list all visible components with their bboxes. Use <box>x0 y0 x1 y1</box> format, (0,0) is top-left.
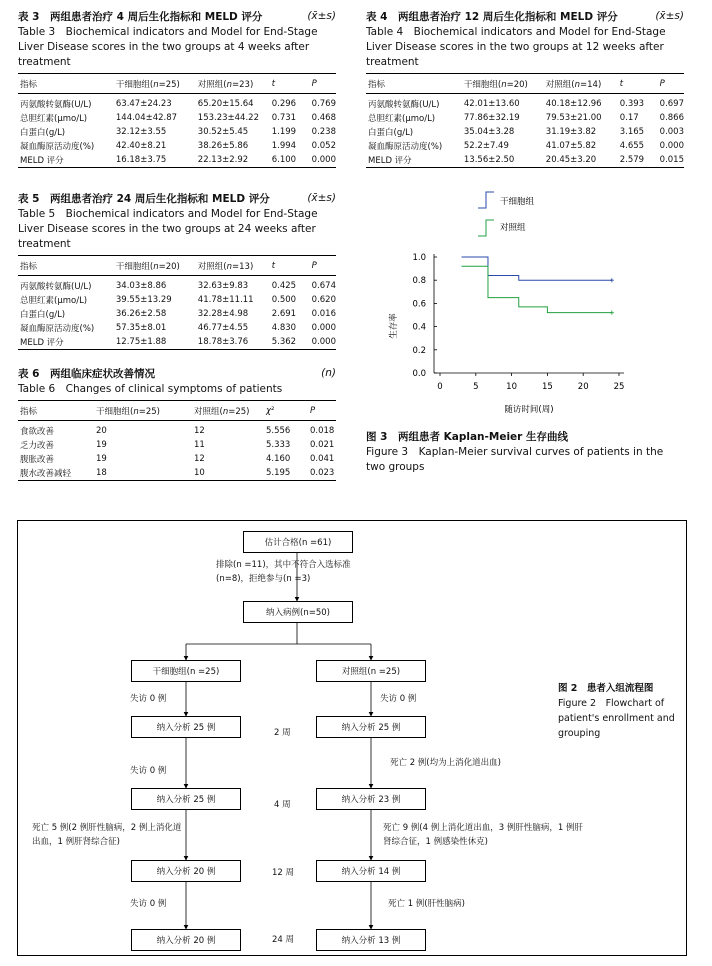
table-cell: 42.01±13.60 <box>463 99 520 109</box>
table-cell: 0.000 <box>310 153 336 168</box>
box-control-analysis-12w: 纳入分析 14 例 <box>316 860 426 882</box>
table-cell: MELD 评分 <box>366 153 462 168</box>
table-row <box>366 111 684 125</box>
flowchart-frame <box>17 520 687 956</box>
figure-3-caption-en: Figure 3 Kaplan-Meier survival curves of patients in the two groups <box>366 446 664 473</box>
table-row <box>18 421 336 439</box>
table-cell: 34.03±8.86 <box>115 281 167 291</box>
x-tick-label: 15 <box>541 382 553 392</box>
table-cell: 0.016 <box>311 309 336 319</box>
table-cell: 5.195 <box>264 466 308 481</box>
table-row <box>18 111 336 125</box>
table-cell: 0.425 <box>271 281 297 291</box>
table-cell: 白蛋白(g/L) <box>20 310 66 320</box>
table-cell: 0.052 <box>311 141 336 151</box>
text-stem-death-12w: 死亡 5 例(2 例肝性脑病，2 例上消化道出血，1 例肝肾综合征) <box>32 823 182 847</box>
table-4-title-en: Table 4 Biochemical indicators and Model for End-Stage Liver Disease scores in the two groups at 12 weeks after treatment <box>366 26 666 68</box>
table-row <box>18 94 336 112</box>
table-row <box>18 452 336 466</box>
table-cell: 白蛋白(g/L) <box>368 128 414 138</box>
table-cell: 食欲改善 <box>20 427 55 437</box>
table-cell: 凝血酶原活动度(%) <box>20 142 95 152</box>
text-control-death-4w: 死亡 2 例(均为上消化道出血) <box>390 758 501 768</box>
table-cell: 丙氨酸转氨酶(U/L) <box>368 100 440 110</box>
table-4-title-cn: 表 4 两组患者治疗 12 周后生化指标和 MELD 评分 <box>366 11 618 23</box>
table-cell: 20 <box>96 426 107 436</box>
text-stem-loss-2w: 失访 0 例 <box>130 694 167 704</box>
table-cell: 16.18±3.75 <box>114 153 196 168</box>
table-cell: 5.362 <box>270 335 310 350</box>
table-row <box>18 293 336 307</box>
y-tick-label: 0.2 <box>412 345 426 356</box>
table-cell: 57.35±8.01 <box>115 323 167 333</box>
table-row <box>18 438 336 452</box>
table-6-symbol: (n) <box>321 367 336 379</box>
figure-3-caption-cn: 图 3 两组患者 Kaplan-Meier 生存曲线 <box>366 431 568 443</box>
table-cell: 12.75±1.88 <box>114 335 196 350</box>
table-cell: 0.296 <box>271 99 297 109</box>
box-control-analysis-2w: 纳入分析 25 例 <box>316 716 426 738</box>
y-tick-label: 0.4 <box>412 322 426 333</box>
table-3-grid <box>18 73 336 168</box>
column-header: P <box>310 256 336 276</box>
y-tick-label: 0.0 <box>412 369 426 379</box>
table-cell: 0.731 <box>271 113 297 123</box>
figure-2-caption <box>558 681 678 741</box>
table-cell: 0.17 <box>619 113 639 123</box>
table-cell: 20.45±3.20 <box>544 153 618 168</box>
table-cell: 6.100 <box>270 153 310 168</box>
table-row <box>18 321 336 335</box>
table-row <box>18 307 336 321</box>
table-cell: 32.12±3.55 <box>115 127 167 137</box>
box-enrolled: 纳入病例(n=50) <box>243 601 353 623</box>
figure-2-caption-cn: 图 2 患者入组流程图 <box>558 683 654 694</box>
x-tick-label: 0 <box>437 382 443 392</box>
table-5-title-cn: 表 5 两组患者治疗 24 周后生化指标和 MELD 评分 <box>18 193 270 205</box>
table-cell: 0.023 <box>308 466 336 481</box>
table-cell: 丙氨酸转氨酶(U/L) <box>20 282 92 292</box>
table-cell: 22.13±2.92 <box>196 153 270 168</box>
column-header: 干细胞组(n=20) <box>462 74 544 94</box>
table-cell: 35.04±3.28 <box>463 127 515 137</box>
table-3 <box>18 10 336 168</box>
table-cell: 12 <box>194 426 205 436</box>
column-header: t <box>270 256 310 276</box>
table-cell: 31.19±3.82 <box>545 127 597 137</box>
text-control-loss-2w: 失访 0 例 <box>380 694 417 704</box>
table-cell: 12 <box>194 454 205 464</box>
table-cell: 0.620 <box>311 295 336 305</box>
censor-mark <box>610 278 614 282</box>
table-cell: 0.866 <box>659 113 684 123</box>
box-stem-analysis-24w: 纳入分析 20 例 <box>131 929 241 951</box>
column-header: 指标 <box>18 401 94 421</box>
table-cell: 5.333 <box>266 440 291 450</box>
table-cell: 144.04±42.87 <box>115 113 178 123</box>
table-3-title-cn: 表 3 两组患者治疗 4 周后生化指标和 MELD 评分 <box>18 11 263 23</box>
x-tick-label: 5 <box>473 382 479 392</box>
table-cell: 0.238 <box>311 127 336 137</box>
column-header: 干细胞组(n=25) <box>94 401 192 421</box>
box-stem-analysis-12w: 纳入分析 20 例 <box>131 860 241 882</box>
box-stem-analysis-4w: 纳入分析 25 例 <box>131 788 241 810</box>
table-cell: 11 <box>194 440 205 450</box>
figure-3-caption <box>366 430 684 475</box>
y-tick-label: 1.0 <box>412 253 426 263</box>
table-cell: 19 <box>96 440 107 450</box>
legend <box>478 192 535 236</box>
censor-mark <box>610 311 614 315</box>
table-5-grid <box>18 255 336 350</box>
column-header: P <box>310 74 336 94</box>
table-cell: 77.86±32.19 <box>463 113 520 123</box>
x-tick-label: 25 <box>613 382 625 392</box>
table-cell: 19 <box>96 454 107 464</box>
table-cell: 18.78±3.76 <box>196 335 270 350</box>
table-row <box>18 139 336 153</box>
table-cell: 0.000 <box>310 335 336 350</box>
label-week-24: 24 周 <box>272 935 295 945</box>
legend-swatch-control <box>478 220 494 236</box>
table-cell: 腹胀改善 <box>20 455 55 465</box>
table-cell: 0.000 <box>659 141 684 151</box>
table-row <box>366 125 684 139</box>
table-cell: 10 <box>192 466 264 481</box>
column-header: 指标 <box>366 74 462 94</box>
table-cell: 总胆红素(μmo/L) <box>368 114 436 124</box>
table-cell: 0.674 <box>311 281 336 291</box>
table-cell: 36.26±2.58 <box>115 309 167 319</box>
table-3-title-en: Table 3 Biochemical indicators and Model for End-Stage Liver Disease scores in the two groups at 4 weeks after treatment <box>18 26 318 68</box>
x-axis-label: 随访时间(周) <box>504 405 554 415</box>
box-control-analysis-4w: 纳入分析 23 例 <box>316 788 426 810</box>
table-cell: MELD 评分 <box>18 153 114 168</box>
x-tick-label: 10 <box>506 382 518 392</box>
table-4-symbol: (x̄±s) <box>655 10 684 22</box>
column-header: 指标 <box>18 256 114 276</box>
box-estimated: 估计合格(n =61) <box>243 531 353 553</box>
table-cell: 腹水改善减轻 <box>18 466 94 481</box>
table-cell: 乏力改善 <box>20 441 55 451</box>
table-row <box>18 276 336 294</box>
column-header: 干细胞组(n=25) <box>114 74 196 94</box>
table-cell: 65.20±15.64 <box>197 99 254 109</box>
table-cell: 40.18±12.96 <box>545 99 602 109</box>
box-control-analysis-24w: 纳入分析 13 例 <box>316 929 426 951</box>
y-tick-label: 0.6 <box>412 299 426 310</box>
table-cell: 0.769 <box>311 99 336 109</box>
table-cell: 0.393 <box>619 99 645 109</box>
column-header: 对照组(n=25) <box>192 401 264 421</box>
table-4 <box>366 10 684 168</box>
table-cell: 0.018 <box>310 426 335 436</box>
table-cell: 32.28±4.98 <box>197 309 249 319</box>
column-header: 对照组(n=13) <box>196 256 270 276</box>
table-3-symbol: (x̄±s) <box>307 10 336 22</box>
column-header: t <box>618 74 658 94</box>
table-row <box>18 466 336 481</box>
table-row <box>18 125 336 139</box>
table-cell: 0.041 <box>310 454 335 464</box>
table-cell: 总胆红素(μmo/L) <box>20 114 88 124</box>
text-control-death-24w: 死亡 1 例(肝性脑病) <box>388 899 465 909</box>
table-6-title-cn: 表 6 两组临床症状改善情况 <box>18 368 155 380</box>
table-cell: 白蛋白(g/L) <box>20 128 66 138</box>
table-cell: 0.697 <box>659 99 684 109</box>
table-cell: 2.691 <box>271 309 297 319</box>
table-cell: 32.63±9.83 <box>197 281 249 291</box>
y-tick-label: 0.8 <box>412 276 426 287</box>
table-row <box>366 139 684 153</box>
table-cell: 42.40±8.21 <box>115 141 167 151</box>
table-cell: 63.47±24.23 <box>115 99 172 109</box>
x-tick-label: 20 <box>577 382 589 392</box>
column-header: χ² <box>264 401 308 421</box>
box-control-group: 对照组(n =25) <box>316 660 426 682</box>
figure-2-caption-en: Figure 2 Flowchart of patient's enrollment and grouping <box>558 698 675 739</box>
table-cell: 41.07±5.82 <box>545 141 597 151</box>
table-5-title-en: Table 5 Biochemical indicators and Model for End-Stage Liver Disease scores in the two groups at 24 weeks after treatment <box>18 208 318 250</box>
table-6 <box>18 367 336 481</box>
text-excluded: 排除(n =11)，其中不符合入选标准(n=8)，拒绝参与(n =3) <box>216 560 351 584</box>
column-header: 对照组(n=23) <box>196 74 270 94</box>
table-cell: 0.468 <box>311 113 336 123</box>
table-cell: 0.000 <box>311 323 336 333</box>
table-cell: 39.55±13.29 <box>115 295 172 305</box>
table-cell: 41.78±11.11 <box>197 295 254 305</box>
column-header: P <box>308 401 336 421</box>
table-cell: 凝血酶原活动度(%) <box>368 142 443 152</box>
table-cell: 5.556 <box>266 426 291 436</box>
table-cell: 153.23±44.22 <box>197 113 259 123</box>
legend-label-control: 对照组 <box>500 223 526 233</box>
table-row <box>18 335 336 350</box>
table-cell: 0.003 <box>659 127 684 137</box>
column-header: t <box>270 74 310 94</box>
table-row <box>366 153 684 168</box>
table-cell: 2.579 <box>618 153 658 168</box>
table-cell: 凝血酶原活动度(%) <box>20 324 95 334</box>
table-cell: 总胆红素(μmo/L) <box>20 296 88 306</box>
text-stem-loss-4w: 失访 0 例 <box>130 766 167 776</box>
legend-label-stem: 干细胞组 <box>500 197 535 207</box>
km-survival-chart <box>366 180 696 420</box>
table-cell: 38.26±5.86 <box>197 141 249 151</box>
table-4-grid <box>366 73 684 168</box>
column-header: P <box>658 74 684 94</box>
y-axis-label: 生存率 <box>389 313 399 339</box>
table-row <box>18 153 336 168</box>
table-cell: 30.52±5.45 <box>197 127 249 137</box>
table-cell: 79.53±21.00 <box>545 113 602 123</box>
label-week-4: 4 周 <box>274 800 291 810</box>
table-6-title-en: Table 6 Changes of clinical symptoms of patients <box>18 383 283 395</box>
table-cell: 46.77±4.55 <box>197 323 249 333</box>
table-cell: 4.830 <box>271 323 297 333</box>
table-cell: 丙氨酸转氨酶(U/L) <box>20 100 92 110</box>
table-5 <box>18 192 336 350</box>
column-header: 对照组(n=14) <box>544 74 618 94</box>
box-stem-group: 干细胞组(n =25) <box>131 660 241 682</box>
table-cell: 0.015 <box>658 153 684 168</box>
table-cell: MELD 评分 <box>18 335 114 350</box>
table-6-grid <box>18 400 336 481</box>
text-stem-loss-24w: 失访 0 例 <box>130 899 167 909</box>
table-cell: 4.160 <box>266 454 291 464</box>
table-cell: 1.199 <box>271 127 297 137</box>
table-cell: 3.165 <box>619 127 645 137</box>
table-5-symbol: (x̄±s) <box>307 192 336 204</box>
table-cell: 0.021 <box>310 440 335 450</box>
table-cell: 52.2±7.49 <box>463 141 509 151</box>
table-cell: 1.994 <box>271 141 297 151</box>
label-week-12: 12 周 <box>272 868 295 878</box>
column-header: 指标 <box>18 74 114 94</box>
column-header: 干细胞组(n=20) <box>114 256 196 276</box>
series-line-stem <box>461 257 611 280</box>
box-stem-analysis-2w: 纳入分析 25 例 <box>131 716 241 738</box>
text-control-death-12w: 死亡 9 例(4 例上消化道出血，3 例肝性脑病，1 例肝肾综合征，1 例感染性休克) <box>383 823 583 847</box>
table-cell: 0.500 <box>271 295 297 305</box>
table-cell: 4.655 <box>619 141 645 151</box>
label-week-2: 2 周 <box>274 728 291 738</box>
legend-swatch-stem <box>478 192 494 208</box>
table-row <box>366 94 684 112</box>
table-cell: 13.56±2.50 <box>462 153 544 168</box>
series-line-control <box>461 266 611 312</box>
table-cell: 18 <box>94 466 192 481</box>
